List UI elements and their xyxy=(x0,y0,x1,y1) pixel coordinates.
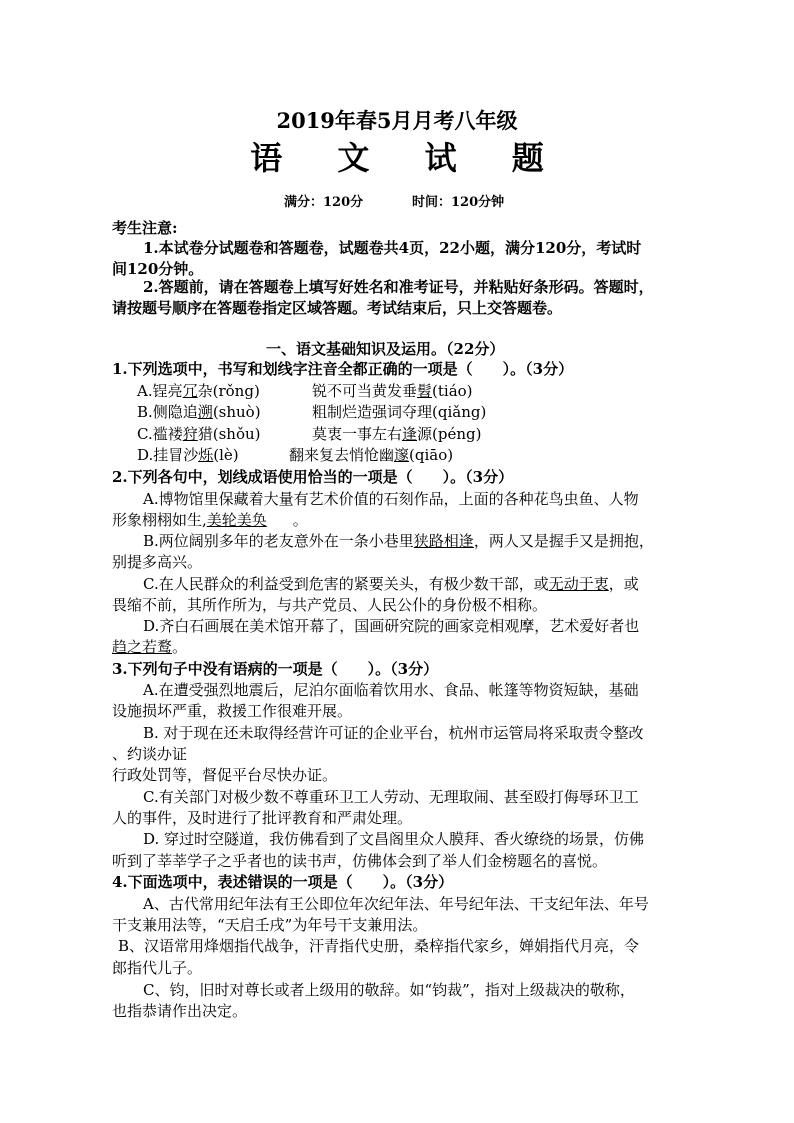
q1-stem: 1.下列选项中，书写和划线字注音全都正确的一项是（ ）。（3分） xyxy=(112,360,574,378)
q1-option-c-2: 莫衷一事左右逢源(péng) xyxy=(312,425,482,443)
notice-heading: 考生注意: xyxy=(112,219,178,237)
q4-option-b-line2: 郎指代儿子。 xyxy=(112,959,203,977)
exam-title: 2019年春5月月考八年级 xyxy=(276,108,518,133)
q1-option-b: B.侧隐追溯(shuò) xyxy=(137,403,261,421)
q3-option-d-line2: 听到了莘莘学子之乎者也的读书声，仿佛体会到了举人们金榜题名的喜悦。 xyxy=(112,852,608,870)
q3-option-c-line1: C.有关部门对极少数不尊重环卫工人劳动、无理取闹、甚至殴打侮辱环卫工 xyxy=(143,788,639,806)
q3-option-d-line1: D. 穿过时空隧道，我仿佛看到了文昌阁里众人膜拜、香火缭绕的场景，仿佛 xyxy=(143,830,645,848)
q3-option-a-line1: A.在遭受强烈地震后，尼泊尔面临着饮用水、食品、帐篷等物资短缺，基础 xyxy=(143,681,639,699)
q2-option-d-line2: 趋之若鹜。 xyxy=(112,638,188,656)
q2-option-c-line2: 畏缩不前，其所作所为，与共产党员、人民公仆的身份极不相称。 xyxy=(112,596,548,614)
q4-option-a-line1: A、古代常用纪年法有王公即位年次纪年法、年号纪年法、干支纪年法、年号 xyxy=(143,895,649,913)
q1-option-d-2: 翻来复去悄怆幽邃(qiāo) xyxy=(289,446,454,464)
q4-option-a-line2: 干支兼用法等，“天启壬戌”为年号干支兼用法。 xyxy=(112,916,428,934)
q1-option-a-2: 锐不可当黄发垂髫(tiáo) xyxy=(312,382,473,400)
q3-option-b-line1: B. 对于现在还未取得经营许可证的企业平台，杭州市运管局将采取责令整改 xyxy=(143,724,644,742)
q2-stem: 2.下列各句中，划线成语使用恰当的一项是（ ）。（3分） xyxy=(112,468,514,486)
q1-option-b-2: 粗制烂造强词夺理(qiǎng) xyxy=(312,403,487,421)
q2-option-d-line1: D.齐白石画展在美术馆开幕了，国画研究院的画家竞相观摩，艺术爱好者也 xyxy=(143,617,640,635)
subject-title: 语 文 试 题 xyxy=(250,139,566,177)
q1-option-c: C.褴褛狩猎(shǒu) xyxy=(137,425,261,443)
q3-option-c-line2: 人的事件，及时进行了批评教育和严肃处理。 xyxy=(112,809,413,827)
q4-option-b-line1: B、汉语常用烽烟指代战争，汗青指代史册，桑梓指代家乡，婵娟指代月亮，令 xyxy=(118,937,640,955)
notice-item2-line1: 2.答题前，请在答题卷上填写好姓名和准考证号，并粘贴好条形码。答题时， xyxy=(143,278,654,296)
q2-option-a-line1: A.博物馆里保藏着大量有艺术价值的石刻作品，上面的各种花鸟虫鱼、人物 xyxy=(143,490,639,508)
section1-title: 一、语文基础知识及运用。（22分） xyxy=(266,340,505,358)
q4-option-c-line1: C、钧，旧时对尊长或者上级用的敬辞。如“钧裁”，指对上级裁决的敬称， xyxy=(143,981,635,999)
q3-stem: 3.下列句子中没有语病的一项是（ ）。（3分） xyxy=(112,660,439,678)
q2-option-b-line1: B.两位阔别多年的老友意外在一条小巷里狭路相逢，两人又是握手又是拥抱， xyxy=(143,532,654,550)
q2-option-b-line2: 别提多高兴。 xyxy=(112,553,203,571)
exam-time: 时间：120分钟 xyxy=(412,195,505,210)
q2-option-c-line1: C.在人民群众的利益受到危害的紧要关头，有极少数干部，或无动于衷，或 xyxy=(143,575,639,593)
q3-option-b-line3: 行政处罚等，督促平台尽快办证。 xyxy=(112,766,338,784)
q3-option-a-line2: 设施损坏严重，救援工作很难开展。 xyxy=(112,702,353,720)
notice-item2-line2: 请按题号顺序在答题卷指定区域答题。考试结束后，只上交答题卷。 xyxy=(112,299,563,317)
q2-option-a-line2: 形象栩栩如生,美轮美奂 。 xyxy=(112,511,308,529)
q3-option-b-line2: 、约谈办证 xyxy=(112,745,188,763)
full-score: 满分：120分 xyxy=(284,195,364,210)
q1-option-d: D.挂冒沙烁(lè) xyxy=(137,446,239,464)
notice-item1-line1: 1.本试卷分试题卷和答题卷，试题卷共4页，22小题，满分120分，考试时 xyxy=(143,239,642,257)
q4-stem: 4.下面选项中，表述错误的一项是（ ）。（3分） xyxy=(112,873,454,891)
notice-item1-line2: 间120分钟。 xyxy=(112,260,204,278)
q1-option-a: A.锃亮冗杂(rǒng) xyxy=(137,382,260,400)
q4-option-c-line2: 也指恭请作出决定。 xyxy=(112,1002,248,1020)
